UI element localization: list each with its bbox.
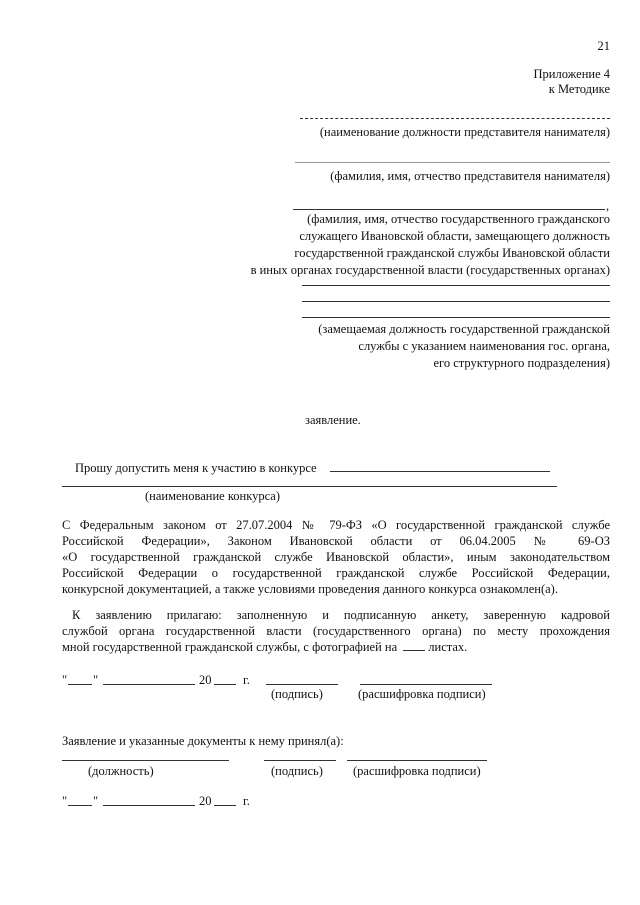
employer-name-caption: (фамилия, имя, отчество представителя нанимателя) [330,169,610,183]
date2-year-prefix: 20 [199,794,212,808]
date-quote-close: " [93,673,99,687]
document-title: заявление. [305,413,361,427]
appendix-method: к Методике [548,82,610,96]
request-text: Прошу допустить меня к участию в конкурсе [75,461,317,475]
accepted-decoding-field[interactable] [347,760,487,761]
paragraph2-line-3-text: мной государственной гражданской службы, с фотографией на [62,640,398,654]
servant-caption-3: государственной гражданской службы Ивановской области [294,246,610,260]
held-position-caption-1: (замещаемая должность государственной гражданской [318,322,610,336]
date2-quote-close: " [93,794,99,808]
date2-quote-open: " [62,794,68,808]
held-position-line-1[interactable] [302,285,610,286]
paragraph1-line-5: конкурсной документацией, а также условиями проведения данного конкурса ознакомлен(а). [62,582,558,596]
page-number: 21 [597,39,610,53]
signature-decoding-field[interactable] [360,684,492,685]
date-year-prefix: 20 [199,673,212,687]
accepted-signature-caption: (подпись) [271,764,323,778]
paragraph1-line-3: «О государственной гражданской службе Ивановской области», иным законодательством [62,550,610,564]
paragraph1-line-2: Российской Федерации», Законом Ивановской области от 06.04.2005 № 69-ОЗ [62,534,610,548]
date2-year-field[interactable] [214,805,236,806]
appendix-label: Приложение 4 [533,67,610,81]
comma: , [606,199,610,213]
held-position-caption-3: его структурного подразделения) [433,356,610,370]
servant-caption-4: в иных органах государственной власти (государственных органах) [250,263,610,277]
accepted-decoding-caption: (расшифровка подписи) [353,764,481,778]
signature-caption: (подпись) [271,687,323,701]
signature-decoding-caption: (расшифровка подписи) [358,687,486,701]
servant-name-line[interactable] [293,209,605,210]
paragraph2-line-1: К заявлению прилагаю: заполненную и подписанную анкету, заверенную кадровой [72,608,610,622]
held-position-line-2[interactable] [302,301,610,302]
employer-position-caption: (наименование должности представителя нанимателя) [319,125,610,139]
date2-day-field[interactable] [68,805,92,806]
contest-name-line-1[interactable] [330,471,550,472]
employer-position-line[interactable] [300,118,610,119]
paragraph2-line-2: службой органа государственной власти (государственного органа) по месту прохождения [62,624,610,638]
date2-year-suffix: г. [243,794,250,808]
paragraph2-line-3 [62,639,467,655]
photo-sheets-count-field[interactable] [403,639,425,651]
paragraph2-line-3-end: листах. [428,640,468,654]
held-position-line-3[interactable] [302,317,610,318]
date-month-field[interactable] [103,684,195,685]
held-position-caption-2: службы с указанием наименования гос. органа, [358,339,610,353]
signature-field[interactable] [266,684,338,685]
paragraph1-line-1: С Федеральным законом от 27.07.2004 № 79-ФЗ «О государственной гражданской службе [62,518,610,532]
accepted-text: Заявление и указанные документы к нему принял(а): [62,734,344,748]
date-quote-open: " [62,673,68,687]
date-year-field[interactable] [214,684,236,685]
employer-name-line[interactable] [295,162,610,163]
servant-caption-1: (фамилия, имя, отчество государственного гражданского [307,212,610,226]
contest-name-line-2[interactable] [62,486,557,487]
accepted-position-field[interactable] [62,760,229,761]
accepted-position-caption: (должность) [88,764,154,778]
date-day-field[interactable] [68,684,92,685]
date-year-suffix: г. [243,673,250,687]
contest-name-caption: (наименование конкурса) [145,489,281,503]
servant-caption-2: служащего Ивановской области, замещающего должность [299,229,610,243]
accepted-signature-field[interactable] [264,760,336,761]
date2-month-field[interactable] [103,805,195,806]
paragraph1-line-4: Российской Федерации о государственной гражданской службе Российской Федерации, [62,566,610,580]
